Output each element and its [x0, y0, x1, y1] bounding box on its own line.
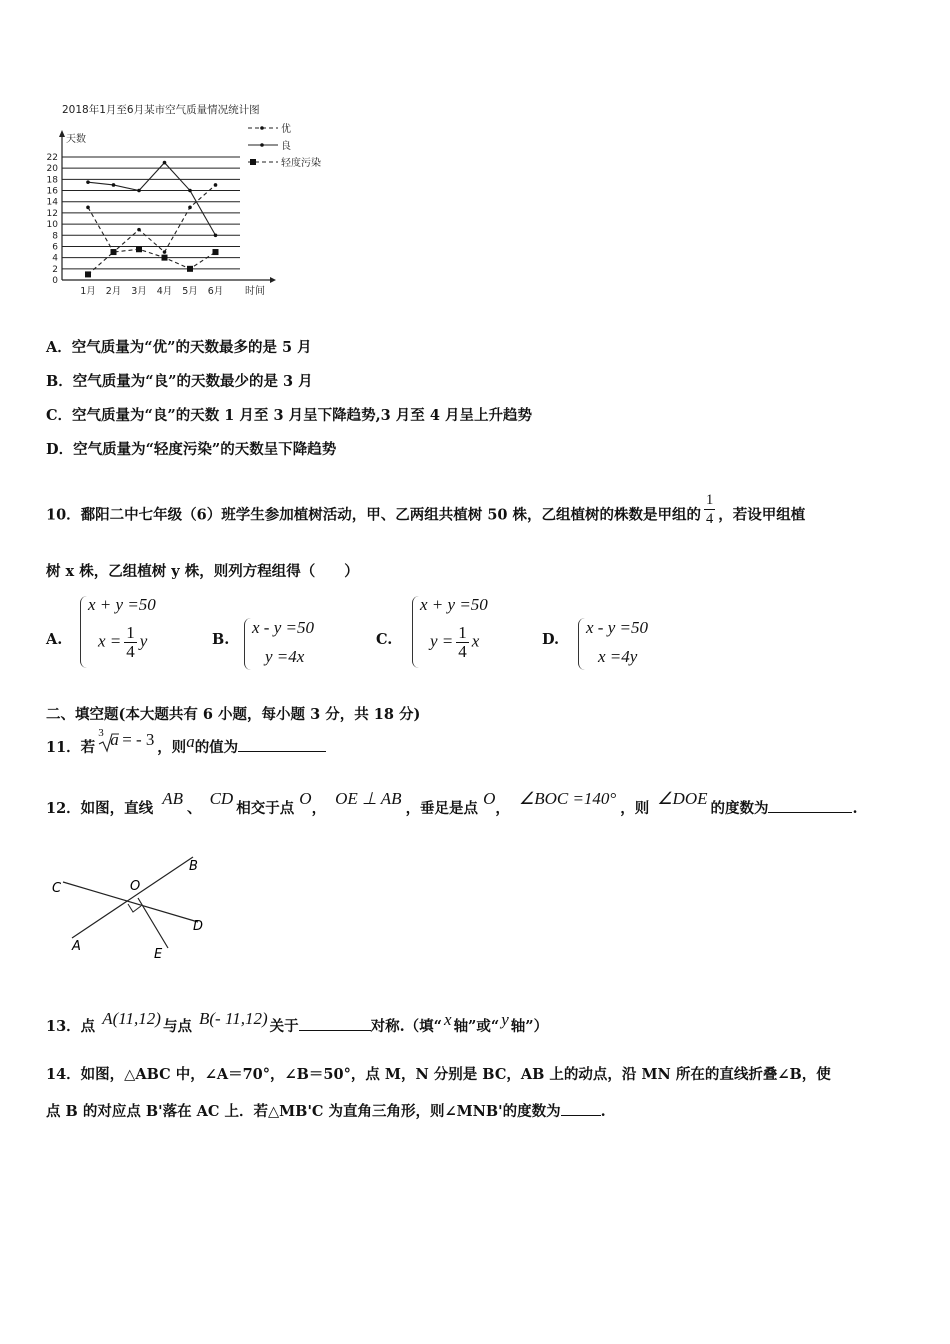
q9-option-a: A．空气质量为“优”的天数最多的是 5 月 [46, 339, 312, 356]
series-point [136, 246, 142, 252]
y-tick-label: 14 [46, 197, 58, 208]
series-point [111, 249, 117, 255]
y-tick-label: 8 [52, 231, 58, 242]
section-2-heading: 二、填空题(本大题共有 6 小题，每小题 3 分，共 18 分) [46, 706, 421, 723]
y-tick-label: 0 [52, 276, 58, 286]
q9-option-c: C．空气质量为“良”的天数 1 月至 3 月呈下降趋势,3 月至 4 月呈上升趋势 [46, 407, 532, 424]
x-tick-label: 2月 [105, 286, 122, 297]
series-point [213, 249, 219, 255]
legend-marker [260, 143, 264, 147]
y-tick-label: 16 [46, 186, 58, 197]
series-point [188, 206, 192, 210]
series-point [137, 228, 141, 232]
q10-option-b-eq1: x - y =50 [252, 618, 314, 637]
y-tick-label: 6 [52, 242, 58, 253]
x-tick-label: 6月 [207, 286, 224, 297]
q14-line1: 14．如图，△ABC 中，∠A＝70°，∠B＝50°，点 M，N 分别是 BC，AB 上的动点，沿 MN 所在的直线折叠∠B，使 [46, 1066, 831, 1083]
chart-ylabel: 天数 [66, 134, 86, 145]
series-point [214, 183, 218, 187]
series-point [85, 271, 91, 277]
series-point [163, 161, 167, 165]
series-point [214, 233, 218, 237]
label-b: B [189, 859, 198, 874]
legend-label: 优 [281, 124, 291, 135]
y-axis-arrow [59, 130, 65, 137]
x-tick-label: 3月 [131, 286, 147, 297]
q10-frac-num: 1 [706, 492, 714, 508]
q9-option-b: B．空气质量为“良”的天数最少的是 3 月 [46, 373, 313, 390]
chart-xlabel: 时间 [245, 286, 265, 297]
q11-rhs: = - 3 [122, 730, 155, 749]
q10-option-b-eq2: y =4x [265, 647, 305, 666]
series-point [188, 189, 192, 193]
legend-marker [260, 126, 264, 130]
q11-radicand: a [110, 730, 119, 749]
legend-label: 良 [281, 141, 291, 152]
q10-stem-line2: 树 x 株，乙组植树 y 株，则列方程组得（ ） [46, 563, 359, 580]
q13: 13．点 A(11,12) 与点 B(- 11,12) 关于 对称.（填“ x 轴”或“ y 轴”） [46, 1009, 549, 1035]
q12: 12．如图，直线 AB、 CD相交于点 O， OE ⊥ AB，垂足是点 O， ∠BOC =140°，则 ∠DOE的度数为 . [46, 789, 858, 817]
q10-option-c-label: C. [376, 631, 393, 648]
q10-option-d-label: D. [542, 631, 560, 648]
series-point [137, 189, 141, 193]
y-tick-label: 2 [52, 264, 58, 275]
legend-label: 轻度污染 [281, 158, 321, 169]
series-point [163, 250, 167, 254]
line-ab [72, 857, 193, 938]
q10-option-c-eq2: y = $\frac{1}{4}$ x [430, 623, 480, 661]
q10-option-a-label: A. [46, 631, 63, 648]
legend-marker [250, 159, 256, 165]
y-tick-label: 22 [46, 153, 58, 163]
series-point [112, 183, 116, 187]
series-line-2 [88, 249, 216, 274]
q10-frac-den: 4 [706, 511, 714, 527]
q10-option-d-eq2: x =4y [598, 647, 638, 666]
chart-title: 2018年1月至6月某市空气质量情况统计图 [62, 104, 260, 116]
q12-figure [48, 852, 218, 962]
x-tick-label: 5月 [182, 286, 198, 297]
label-c: C [52, 881, 62, 896]
y-tick-label: 20 [46, 164, 58, 175]
q10-stem: 10．鄱阳二中七年级（6）班学生参加植树活动，甲、乙两组共植树 50 株，乙组植树的株数是甲组的 $\frac{1}{4}$ ，若设甲组植 [46, 492, 806, 527]
q10-option-a-eq2: x = $\frac{1}{4}$ y [98, 623, 148, 661]
series-point [86, 206, 90, 210]
y-tick-label: 12 [46, 208, 58, 219]
ray-oe [138, 898, 168, 948]
q9-option-d: D．空气质量为“轻度污染”的天数呈下降趋势 [46, 441, 337, 458]
q10-option-d-eq1: x - y =50 [586, 618, 648, 637]
label-a: A [72, 939, 81, 954]
y-tick-label: 18 [46, 175, 58, 186]
q11-root-index: 3 [98, 727, 104, 739]
label-e: E [154, 947, 163, 962]
series-point [162, 255, 168, 261]
air-quality-chart [40, 95, 360, 305]
series-point [187, 266, 193, 272]
right-angle-mark [128, 904, 141, 912]
series-line-0 [88, 185, 216, 252]
x-tick-label: 4月 [156, 286, 173, 297]
x-axis-arrow [270, 277, 276, 283]
q11: 11．若 3 a = - 3 ，则a的值为 [46, 735, 326, 757]
x-tick-label: 1月 [80, 286, 96, 297]
q10-option-c-eq1: x + y =50 [420, 595, 488, 614]
q10-option-b-label: B. [212, 631, 230, 648]
label-o: O [130, 879, 141, 894]
y-tick-label: 4 [52, 253, 58, 264]
q10-option-a-eq1: x + y =50 [88, 595, 156, 614]
q14-line2: 点 B 的对应点 B'落在 AC 上．若△MB'C 为直角三角形，则∠MNB'的度数为 . [46, 1103, 606, 1120]
series-point [86, 180, 90, 184]
label-d: D [193, 919, 204, 934]
y-tick-label: 10 [46, 220, 58, 231]
